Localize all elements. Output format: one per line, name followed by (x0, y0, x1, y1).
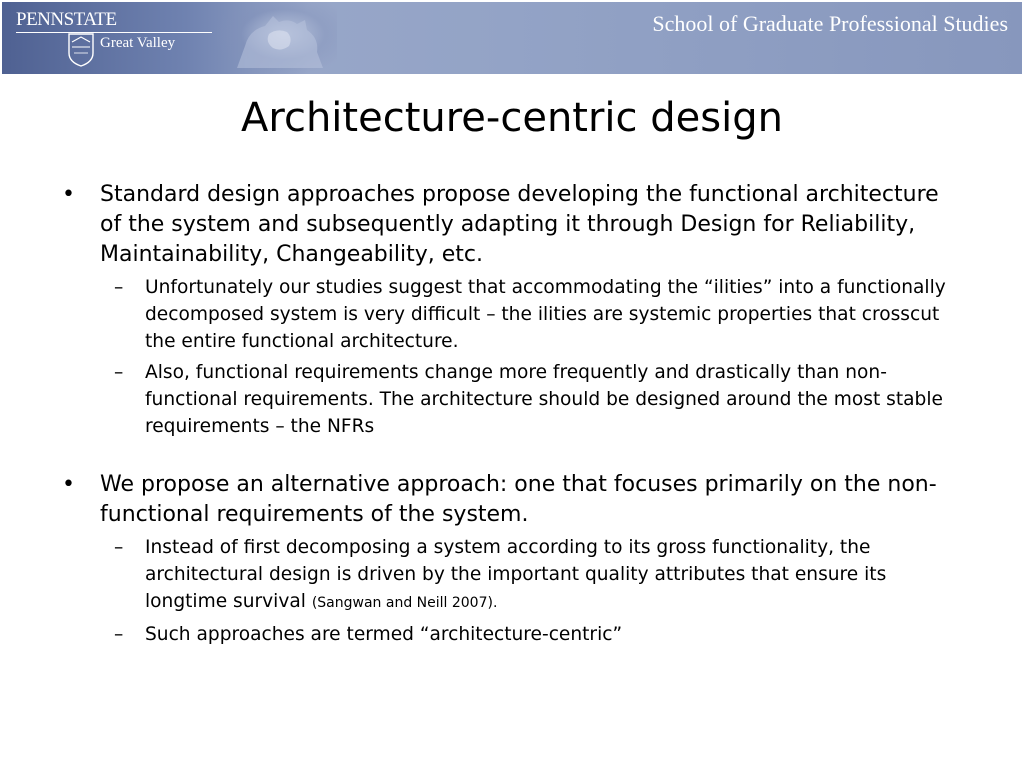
school-name: School of Graduate Professional Studies (652, 11, 1008, 36)
sub-bullet-marker: – (114, 277, 124, 298)
logo-wordmark: PENNSTATE (16, 9, 117, 30)
sub-bullet-marker: – (114, 362, 124, 383)
shield-icon (68, 33, 94, 67)
logo-campus: Great Valley (100, 35, 176, 51)
nittany-lion-icon (227, 8, 327, 70)
bullet-marker: • (62, 182, 75, 207)
sub-bullet-item (60, 274, 960, 355)
sub-bullet-text: Also, functional requirements change more frequently and drastically than non-functional requirements. The architecture should be designed around the most stable requirements – the NFRs (145, 362, 943, 437)
sub-bullet-item (60, 534, 960, 617)
slide-content (60, 180, 960, 648)
bullet-text: Standard design approaches propose developing the functional architecture of the system and subsequently adapting it through Design for Reliability, Maintainability, Changeability, etc. (100, 182, 939, 267)
sub-bullet-item (60, 621, 960, 648)
sub-bullet-item (60, 359, 960, 440)
bullet-item (60, 180, 960, 270)
slide-title: Architecture-centric design (241, 95, 783, 141)
header-banner (2, 2, 1022, 74)
sub-bullet-marker: – (114, 537, 124, 558)
sub-bullet-marker: – (114, 624, 124, 645)
sub-bullet-text: Such approaches are termed “architecture-centric” (145, 624, 623, 645)
logo-divider (16, 32, 212, 33)
bullet-text: We propose an alternative approach: one that focuses primarily on the non-functional requirements of the system. (100, 472, 937, 527)
citation: (Sangwan and Neill 2007). (311, 595, 498, 611)
bullet-item (60, 470, 960, 530)
sub-bullet-text: Unfortunately our studies suggest that accommodating the “ilities” into a functionally decomposed system is very difficult – the ilities are systemic properties that crosscut the entire functional architecture. (145, 277, 946, 352)
sub-bullet-text: Instead of first decomposing a system according to its gross functionality, the architectural design is driven by the important quality attributes that ensure its longtime survival (145, 537, 887, 612)
pennstate-logo (16, 10, 216, 70)
bullet-marker: • (62, 472, 75, 497)
spacer (60, 440, 960, 470)
